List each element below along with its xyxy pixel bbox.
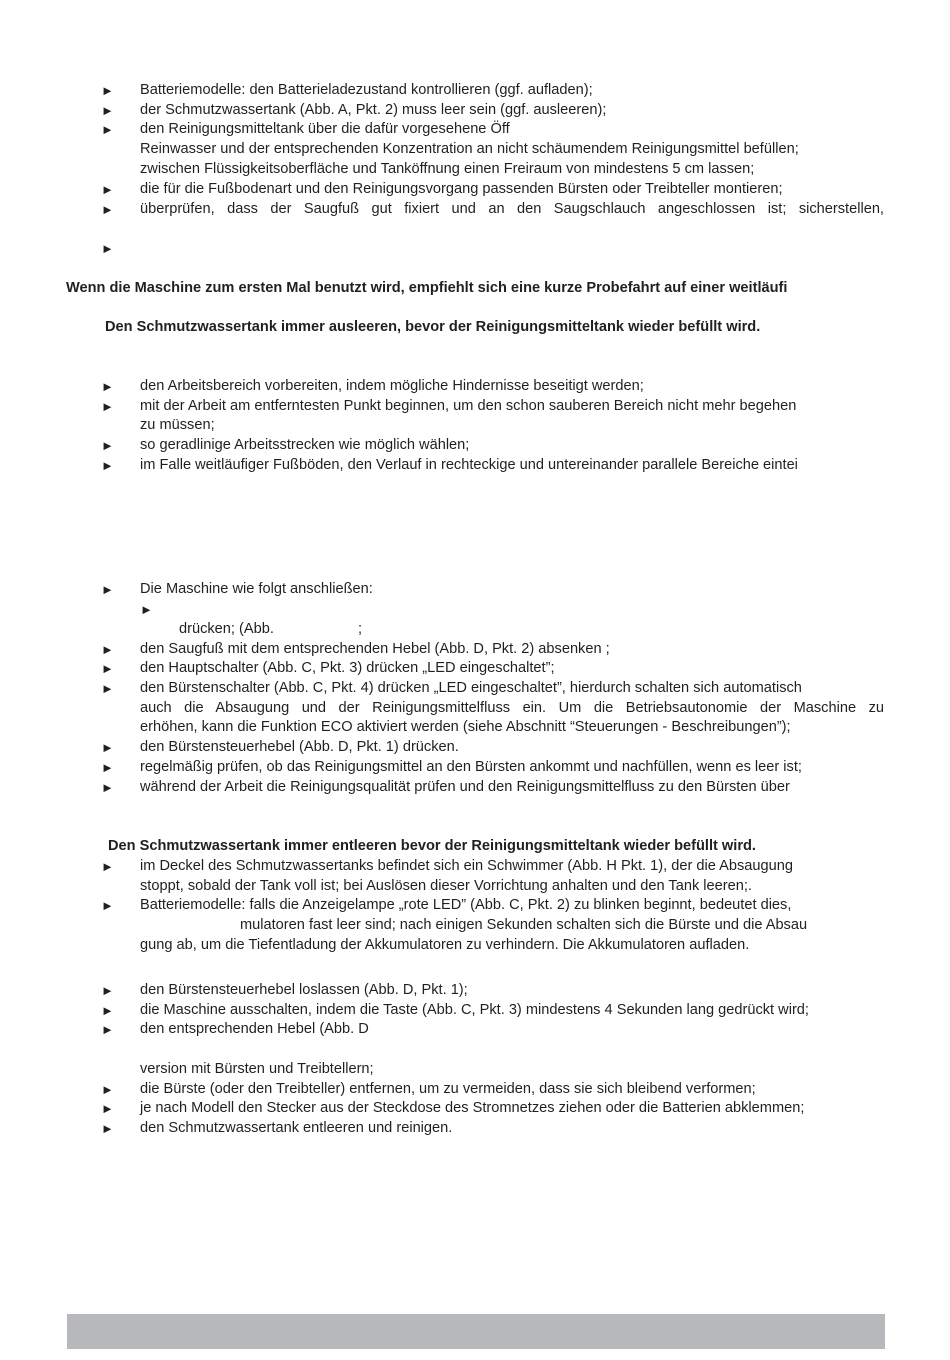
list-item: je nach Modell den Stecker aus der Steckdose des Stromnetzes ziehen oder die Batterien abklemmen; — [140, 1100, 805, 1116]
list-item: den Bürstensteuerhebel loslassen (Abb. D, Pkt. 1); — [140, 982, 468, 998]
list-item: den Reinigungsmitteltank über die dafür vorgesehene Öff — [140, 121, 510, 137]
list-item-continuation: stoppt, sobald der Tank voll ist; bei Auslösen dieser Vorrichtung anhalten und den Tank leeren;. — [140, 878, 752, 894]
list-item: im Falle weitläufiger Fußböden, den Verlauf in rechteckige und untereinander parallele Bereiche eintei — [140, 457, 798, 473]
list-item: Batteriemodelle: falls die Anzeigelampe „rote LED” (Abb. C, Pkt. 2) zu blinken beginnt, bedeutet dies, — [140, 897, 792, 913]
list-item: den entsprechenden Hebel (Abb. D — [140, 1021, 369, 1037]
bullet: ► — [101, 859, 114, 874]
bullet: ► — [101, 458, 114, 473]
bullet: ► — [101, 1101, 114, 1116]
bullet: ► — [101, 122, 114, 137]
list-item: während der Arbeit die Reinigungsqualität prüfen und den Reinigungsmittelfluss zu den Bürsten über — [140, 779, 790, 795]
bullet: ► — [101, 740, 114, 755]
bullet: ► — [101, 379, 114, 394]
list-item-continuation: auch die Absaugung und der Reinigungsmittelfluss ein. Um die Betriebsautonomie der Maschine zu — [140, 700, 884, 716]
bullet: ► — [101, 83, 114, 98]
bullet: ► — [101, 182, 114, 197]
list-item: mit der Arbeit am entferntesten Punkt beginnen, um den schon sauberen Bereich nicht mehr begehen — [140, 398, 797, 414]
list-item-continuation: version mit Bürsten und Treibtellern; — [140, 1061, 374, 1077]
bullet: ► — [101, 760, 114, 775]
bullet: ► — [101, 661, 114, 676]
list-item: den Arbeitsbereich vorbereiten, indem mögliche Hindernisse beseitigt werden; — [140, 378, 644, 394]
note-empty-tank: Den Schmutzwassertank immer ausleeren, bevor der Reinigungsmitteltank wieder befüllt wird. — [105, 319, 761, 335]
bullet: ► — [101, 202, 114, 217]
list-item-continuation: erhöhen, kann die Funktion ECO aktiviert werden (siehe Abschnitt “Steuerungen - Beschreibungen”); — [140, 719, 791, 735]
list-item: so geradlinige Arbeitsstrecken wie möglich wählen; — [140, 437, 470, 453]
list-item: die Maschine ausschalten, indem die Taste (Abb. C, Pkt. 3) mindestens 4 Sekunden lang gedrückt wird; — [140, 1002, 809, 1018]
bullet: ► — [101, 241, 114, 256]
bullet: ► — [101, 681, 114, 696]
list-item: den Bürstenschalter (Abb. C, Pkt. 4) drücken „LED eingeschaltet”, hierdurch schalten sich automatisch — [140, 680, 802, 696]
footer-bar — [67, 1314, 885, 1349]
bullet: ► — [101, 399, 114, 414]
list-item: im Deckel des Schmutzwassertanks befindet sich ein Schwimmer (Abb. H Pkt. 1), der die Absaugung — [140, 858, 793, 874]
list-item: die für die Fußbodenart und den Reinigungsvorgang passenden Bürsten oder Treibteller montieren; — [140, 181, 783, 197]
list-item: den Bürstensteuerhebel (Abb. D, Pkt. 1) drücken. — [140, 739, 459, 755]
bullet: ► — [101, 780, 114, 795]
bullet: ► — [101, 898, 114, 913]
list-item: Die Maschine wie folgt anschließen: — [140, 581, 373, 597]
list-item: Batteriemodelle: den Batterieladezustand kontrollieren (ggf. aufladen); — [140, 82, 593, 98]
bullet: ► — [101, 438, 114, 453]
note-empty-tank-2: Den Schmutzwassertank immer entleeren bevor der Reinigungsmitteltank wieder befüllt wird. — [108, 838, 756, 854]
bullet: ► — [101, 103, 114, 118]
list-item: überprüfen, dass der Saugfuß gut fixiert und an den Saugschlauch angeschlossen ist; sicherstellen, — [140, 201, 884, 217]
list-item: den Saugfuß mit dem entsprechenden Hebel (Abb. D, Pkt. 2) absenken ; — [140, 641, 610, 657]
list-item-continuation: gung ab, um die Tiefentladung der Akkumulatoren zu verhindern. Die Akkumulatoren aufladen. — [140, 937, 750, 953]
list-item-continuation: drücken; (Abb. — [179, 621, 274, 637]
bullet: ► — [101, 582, 114, 597]
list-item: die Bürste (oder den Treibteller) entfernen, um zu vermeiden, dass sie sich bleibend verformen; — [140, 1081, 756, 1097]
bullet: ► — [101, 1121, 114, 1136]
list-item: den Hauptschalter (Abb. C, Pkt. 3) drücken „LED eingeschaltet”; — [140, 660, 555, 676]
list-item-continuation: Reinwasser und der entsprechenden Konzentration an nicht schäumendem Reinigungsmittel befüllen; — [140, 141, 799, 157]
list-item: den Schmutzwassertank entleeren und reinigen. — [140, 1120, 453, 1136]
sub-bullet: ► — [140, 602, 153, 617]
list-item-continuation: ; — [358, 621, 363, 637]
note-first-use: Wenn die Maschine zum ersten Mal benutzt wird, empfiehlt sich eine kurze Probefahrt auf einer weitläufi — [66, 280, 788, 296]
bullet: ► — [101, 983, 114, 998]
list-item-continuation: zwischen Flüssigkeitsoberfläche und Tanköffnung einen Freiraum von mindestens 5 cm lassen; — [140, 161, 755, 177]
bullet: ► — [101, 1003, 114, 1018]
bullet: ► — [101, 1082, 114, 1097]
bullet: ► — [101, 1022, 114, 1037]
list-item-continuation: mulatoren fast leer sind; nach einigen Sekunden schalten sich die Bürste und die Absau — [240, 917, 808, 933]
list-item: regelmäßig prüfen, ob das Reinigungsmittel an den Bürsten ankommt und nachfüllen, wenn es leer ist; — [140, 759, 802, 775]
list-item-continuation: zu müssen; — [140, 417, 215, 433]
bullet: ► — [101, 642, 114, 657]
list-item: der Schmutzwassertank (Abb. A, Pkt. 2) muss leer sein (ggf. ausleeren); — [140, 102, 607, 118]
